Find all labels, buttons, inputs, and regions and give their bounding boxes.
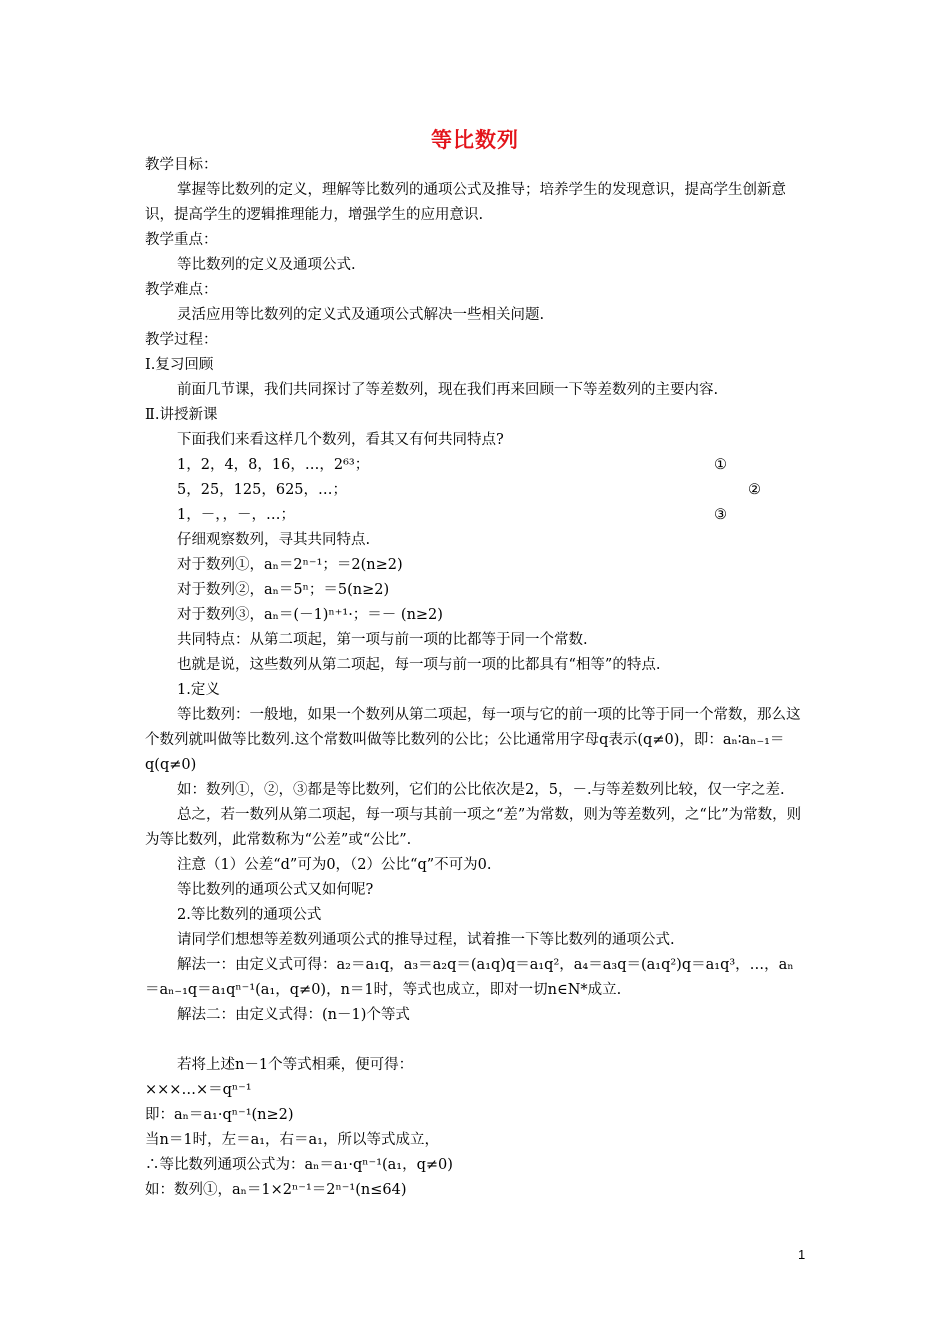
paragraph: 灵活应用等比数列的定义式及通项公式解决一些相关问题.: [177, 307, 545, 323]
paragraph: 下面我们来看这样几个数列，看其又有何共同特点?: [177, 432, 504, 448]
sequence-marker: ①: [714, 457, 727, 473]
paragraph: 注意（1）公差“d”可为0，（2）公比“q”不可为0.: [177, 857, 492, 873]
paragraph: 解法一：由定义式可得：a₂＝a₁q，a₃＝a₂q＝(a₁q)q＝a₁q²，a₄＝a₃q＝(a₁q²)q＝a₁q³，…，aₙ＝aₙ₋₁q＝a₁qⁿ⁻¹(a₁，q≠0)，n＝1时，等式也成立，即对一切n∈N*成立.: [145, 957, 794, 998]
paragraph: 仔细观察数列，寻其共同特点.: [177, 532, 371, 548]
formula-line: 对于数列①，aₙ＝2ⁿ⁻¹；＝2(n≥2): [177, 557, 403, 573]
sequence-row-2: [145, 478, 807, 503]
section-heading-new-lesson: Ⅱ.讲授新课: [145, 407, 218, 423]
paragraph: 前面几节课，我们共同探讨了等差数列，现在我们再来回顾一下等差数列的主要内容.: [177, 382, 719, 398]
heading-process: 教学过程：: [145, 332, 218, 348]
sequence-marker: ②: [748, 482, 761, 498]
heading-difficulties: 教学难点：: [145, 282, 218, 298]
paragraph: 若将上述n－1个等式相乘，便可得：: [177, 1057, 414, 1073]
sequence-text: 5，25，125，625，…；: [177, 482, 348, 498]
formula-line: 即：aₙ＝a₁·qⁿ⁻¹(n≥2): [145, 1107, 294, 1123]
blank-line: [145, 1028, 807, 1053]
paragraph: 掌握等比数列的定义，理解等比数列的通项公式及推导；培养学生的发现意识，提高学生创新意识，提高学生的逻辑推理能力，增强学生的应用意识.: [145, 182, 786, 223]
formula-line: 对于数列②，aₙ＝5ⁿ；＝5(n≥2): [177, 582, 390, 598]
formula-line: 对于数列③，aₙ＝(－1)ⁿ⁺¹·；＝－ (n≥2): [177, 607, 443, 623]
page-number: 1: [798, 1247, 806, 1262]
heading-key-points: 教学重点：: [145, 232, 218, 248]
formula-line: ∴等比数列通项公式为：aₙ＝a₁·qⁿ⁻¹(a₁，q≠0): [145, 1157, 453, 1173]
formula-line: ×××…×＝qⁿ⁻¹: [145, 1082, 252, 1098]
sequence-text: 1，2，4，8，16，…，2⁶³；: [177, 457, 370, 473]
sequence-marker: ③: [714, 507, 727, 523]
subheading-definition: 1.定义: [177, 682, 220, 698]
paragraph: 等比数列的通项公式又如何呢?: [177, 882, 374, 898]
formula-line: 当n＝1时，左＝a₁，右＝a₁，所以等式成立，: [145, 1132, 439, 1148]
paragraph: 共同特点：从第二项起，第一项与前一项的比都等于同一个常数.: [177, 632, 588, 648]
paragraph: 等比数列：一般地，如果一个数列从第二项起，每一项与它的前一项的比等于同一个常数，那么这个数列就叫做等比数列.这个常数叫做等比数列的公比；公比通常用字母q表示(q≠0)，即：aₙ∶aₙ₋₁＝q(q≠0): [145, 707, 801, 773]
page-title: 等比数列: [431, 127, 519, 152]
paragraph: 也就是说，这些数列从第二项起，每一项与前一项的比都具有“相等”的特点.: [177, 657, 661, 673]
sequence-row-3: [145, 503, 807, 528]
document-body: [145, 153, 807, 1203]
heading-objectives: 教学目标：: [145, 157, 218, 173]
sequence-row-1: [145, 453, 807, 478]
paragraph: 总之，若一数列从第二项起，每一项与其前一项之“差”为常数，则为等差数列，之“比”为常数，则为等比数列，此常数称为“公差”或“公比”.: [145, 807, 802, 848]
paragraph: 解法二：由定义式得：(n－1)个等式: [177, 1007, 410, 1023]
section-heading-review: Ⅰ.复习回顾: [145, 357, 214, 373]
formula-line: 如：数列①，aₙ＝1×2ⁿ⁻¹＝2ⁿ⁻¹(n≤64): [145, 1182, 407, 1198]
subheading-general-term: 2.等比数列的通项公式: [177, 907, 322, 923]
paragraph: 等比数列的定义及通项公式.: [177, 257, 356, 273]
paragraph: 请同学们想想等差数列通项公式的推导过程，试着推一下等比数列的通项公式.: [177, 932, 675, 948]
paragraph: 如：数列①，②，③都是等比数列，它们的公比依次是2，5，－.与等差数列比较，仅一字之差.: [177, 782, 785, 798]
sequence-text: 1，－，，－，…；: [177, 507, 295, 523]
